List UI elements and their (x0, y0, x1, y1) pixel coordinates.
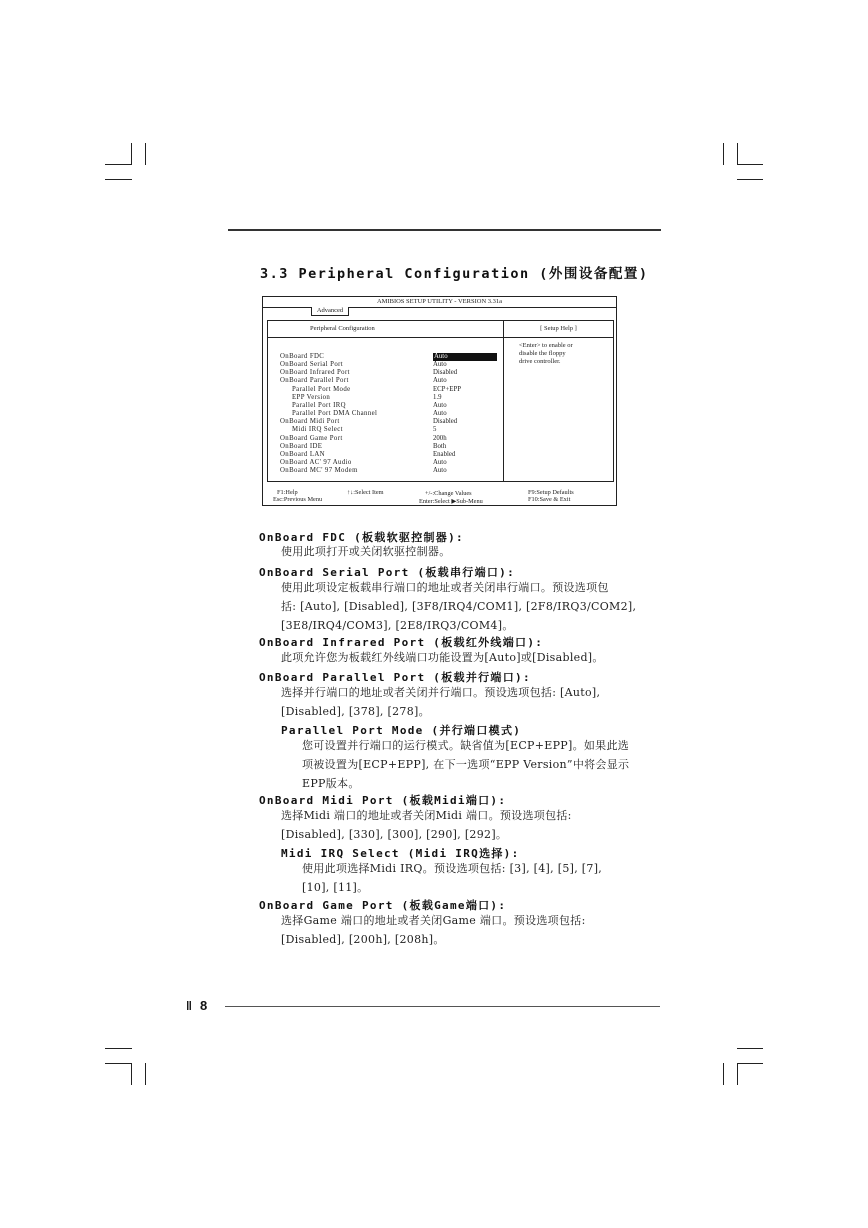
crop-mark-bottom-left-h (105, 1048, 132, 1049)
bios-setting-label: OnBoard IDE (280, 442, 323, 450)
crop-mark-bottom-left-v1 (131, 1063, 132, 1085)
bios-setting-value[interactable]: 5 (433, 426, 437, 434)
crop-mark-bottom-left-v2 (145, 1063, 146, 1085)
bios-setting-row[interactable] (280, 410, 502, 418)
bios-setting-label: Parallel Port Mode (292, 385, 351, 393)
bios-panel-header: Peripheral Configuration (310, 325, 375, 332)
crop-mark-top-right-v2 (737, 143, 738, 165)
bios-setting-row[interactable] (280, 435, 502, 443)
bios-panel-divider (268, 337, 503, 338)
text-midi-1: 选择Midi 端口的地址或者关闭Midi 端口。预设选项包括: (281, 809, 572, 822)
bios-setting-value[interactable]: Auto (433, 410, 447, 418)
bios-setting-label: OnBoard Parallel Port (280, 377, 349, 385)
bios-footer (263, 483, 616, 505)
crop-mark-top-right-v1 (723, 143, 724, 165)
footer-esc-key: Esc:Previous Menu (273, 496, 323, 503)
bios-setting-row[interactable] (280, 377, 502, 385)
bios-setting-label: EPP Version (292, 393, 331, 401)
bios-setting-row[interactable] (280, 394, 502, 402)
crop-mark-bottom-right-h (737, 1048, 763, 1049)
bios-setting-label: OnBoard Midi Port (280, 418, 340, 426)
bios-help-panel (503, 320, 614, 482)
bios-setting-row[interactable] (280, 426, 502, 434)
bios-setting-value[interactable]: Both (433, 442, 447, 450)
bios-setting-label: OnBoard MC' 97 Modem (280, 467, 358, 475)
bios-help-header: [ Setup Help ] (540, 325, 577, 332)
text-game-1: 选择Game 端口的地址或者关闭Game 端口。预设选项包括: (281, 914, 586, 927)
bios-setting-value[interactable]: Auto (433, 458, 447, 466)
bios-setting-row[interactable] (280, 402, 502, 410)
text-game-2: [Disabled], [200h], [208h]。 (281, 933, 445, 946)
text-mode-1: 您可设置并行端口的运行模式。缺省值为[ECP+EPP]。如果此选 (302, 739, 630, 752)
heading-onboard-parallel-port: OnBoard Parallel Port (板载并行端口): (259, 671, 531, 684)
footer-change-values: +/-:Change Values (425, 490, 472, 497)
bios-setting-row[interactable] (280, 418, 502, 426)
bios-setting-row[interactable] (280, 361, 502, 369)
header-rule (228, 229, 661, 231)
crop-mark-bottom-right-v1 (723, 1063, 724, 1085)
bios-setting-label: OnBoard FDC (280, 353, 325, 360)
text-infrared-1: 此项允许您为板载红外线端口功能设置为[Auto]或[Disabled]。 (281, 651, 604, 664)
heading-onboard-infrared-port: OnBoard Infrared Port (板载红外线端口): (259, 636, 544, 649)
heading-onboard-serial-port: OnBoard Serial Port (板载串行端口): (259, 566, 516, 579)
text-parallel-2: [Disabled], [378], [278]。 (281, 705, 430, 718)
crop-mark-top-left-v2 (145, 143, 146, 165)
crop-mark-top-left-v1 (131, 143, 132, 165)
bios-setting-row[interactable] (280, 451, 502, 459)
text-serial-3: [3E8/IRQ4/COM3], [2E8/IRQ3/COM4]。 (281, 619, 514, 632)
bios-help-divider (504, 337, 613, 338)
heading-parallel-port-mode: Parallel Port Mode (并行端口模式) (281, 724, 522, 737)
bios-setting-row[interactable] (280, 353, 502, 361)
footer-enter-select: Enter:Select ▶Sub-Menu (419, 498, 483, 505)
crop-mark-bottom-right-h2 (737, 1063, 763, 1064)
bios-setting-label: Midi IRQ Select (292, 426, 343, 434)
help-line: disable the floppy (519, 350, 566, 357)
bios-screen (262, 296, 617, 506)
bios-title: AMIBIOS SETUP UTILITY - VERSION 3.31a (376, 298, 503, 305)
heading-onboard-midi-port: OnBoard Midi Port (板载Midi端口): (259, 794, 507, 807)
page-number: 8 (200, 998, 208, 1013)
footer-setup-defaults: F9:Setup Defaults (528, 489, 574, 496)
heading-onboard-fdc: OnBoard FDC (板载软驱控制器): (259, 531, 464, 544)
page-number-bar: ‖ (186, 999, 192, 1013)
tab-advanced[interactable]: Advanced (311, 307, 349, 316)
crop-mark-top-right-h (737, 164, 763, 165)
text-parallel-1: 选择并行端口的地址或者关闭并行端口。预设选项包括: [Auto], (281, 686, 601, 699)
bios-setting-value[interactable]: Disabled (433, 369, 458, 377)
bios-setting-label: Parallel Port IRQ (292, 401, 346, 409)
help-line: <Enter> to enable or (519, 342, 573, 349)
bios-setting-label: OnBoard LAN (280, 450, 325, 458)
bios-setting-label: OnBoard Game Port (280, 434, 343, 442)
crop-mark-top-right-h2 (737, 179, 763, 180)
text-midiirq-1: 使用此项选择Midi IRQ。预设选项包括: [3], [4], [5], [7], (302, 862, 603, 875)
bios-setting-row[interactable] (280, 443, 502, 451)
bios-setting-row[interactable] (280, 386, 502, 394)
footer-help-key: F1:Help (277, 489, 298, 496)
footer-save-exit: F10:Save & Exit (528, 496, 571, 503)
bios-help-text (519, 342, 609, 366)
bios-setting-value[interactable]: Auto (433, 353, 497, 361)
bios-setting-value[interactable]: 1.9 (433, 393, 442, 401)
footer-rule (225, 1006, 660, 1007)
bios-setting-label: OnBoard AC' 97 Audio (280, 458, 352, 466)
text-serial-2: 括: [Auto], [Disabled], [3F8/IRQ4/COM1], [2F8/IRQ3/COM2], (281, 600, 637, 613)
help-line: drive controller. (519, 358, 561, 365)
bios-setting-value[interactable]: Auto (433, 377, 447, 385)
bios-setting-row[interactable] (280, 467, 502, 475)
crop-mark-bottom-right-v2 (737, 1063, 738, 1085)
bios-setting-row[interactable] (280, 459, 502, 467)
bios-setting-value[interactable]: Auto (433, 361, 447, 369)
bios-setting-value[interactable]: Auto (433, 401, 447, 409)
bios-setting-value[interactable]: ECP+EPP (433, 385, 462, 393)
text-mode-2: 项被设置为[ECP+EPP], 在下一选项“EPP Version”中将会显示 (302, 758, 630, 771)
crop-mark-top-left-h (105, 179, 132, 180)
bios-settings-panel (267, 320, 504, 482)
bios-setting-row[interactable] (280, 369, 502, 377)
bios-setting-value[interactable]: Enabled (433, 450, 456, 458)
bios-setting-value[interactable]: 200h (433, 434, 447, 442)
text-mode-3: EPP版本。 (302, 777, 360, 790)
heading-onboard-game-port: OnBoard Game Port (板载Game端口): (259, 899, 507, 912)
heading-midi-irq-select: Midi IRQ Select (Midi IRQ选择): (281, 847, 520, 860)
crop-mark-top-left-h2 (105, 164, 132, 165)
text-midi-2: [Disabled], [330], [300], [290], [292]。 (281, 828, 508, 841)
bios-setting-value[interactable]: Auto (433, 467, 447, 475)
text-fdc-1: 使用此项打开或关闭软驱控制器。 (281, 545, 451, 558)
section-title: 3.3 Peripheral Configuration (外围设备配置) (260, 266, 649, 282)
crop-mark-bottom-left-h2 (105, 1063, 132, 1064)
text-midiirq-2: [10], [11]。 (302, 881, 369, 894)
text-serial-1: 使用此项设定板载串行端口的地址或者关闭串行端口。预设选项包 (281, 581, 609, 594)
bios-setting-label: Parallel Port DMA Channel (292, 410, 378, 418)
bios-setting-label: OnBoard Serial Port (280, 361, 344, 369)
bios-setting-label: OnBoard Infrared Port (280, 369, 350, 377)
footer-select-item: ↑↓:Select Item (347, 489, 384, 496)
bios-setting-value[interactable]: Disabled (433, 418, 458, 426)
